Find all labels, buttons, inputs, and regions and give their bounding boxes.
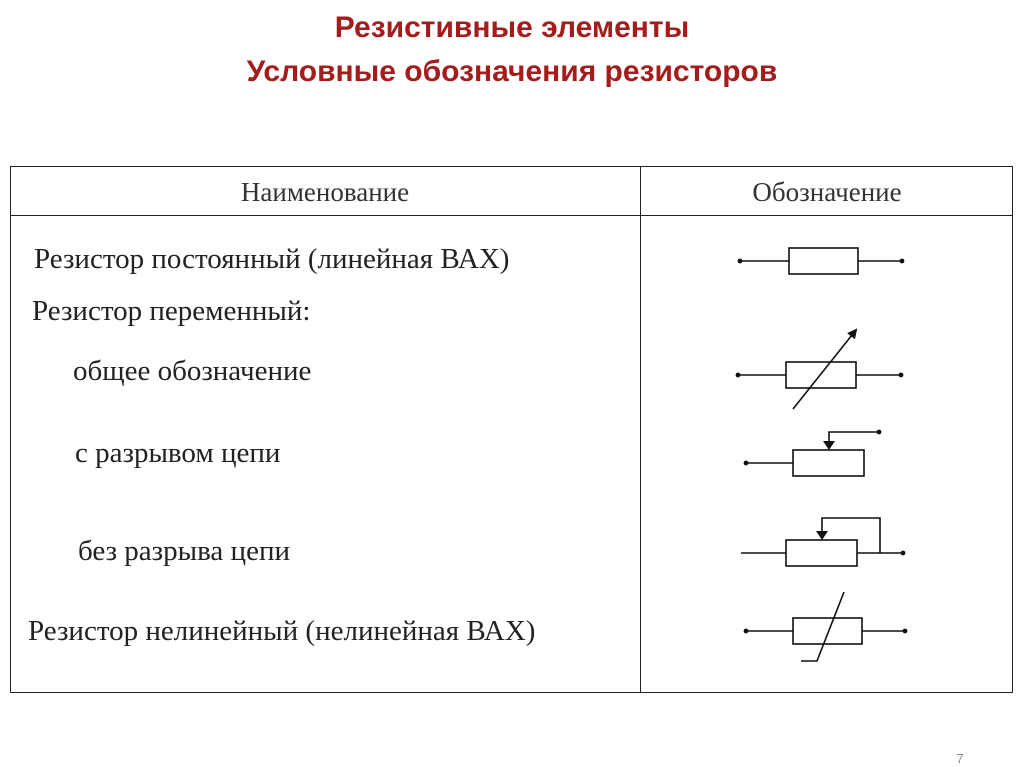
fixed-resistor-icon [738, 248, 905, 274]
row-label-variable-general: общее обозначение [73, 355, 312, 387]
page-number: 7 [956, 751, 964, 766]
row-label-nonlinear-resistor: Резистор нелинейный (нелинейная ВАХ) [28, 615, 536, 647]
column-header-symbol: Обозначение [752, 177, 902, 207]
title-line-2: Условные обозначения резисторов [246, 55, 778, 88]
variable-resistor-arrow-icon [736, 330, 904, 409]
potentiometer-closed-circuit-icon [741, 518, 905, 566]
nonlinear-resistor-icon [744, 592, 908, 661]
row-label-closed-circuit: без разрыва цепи [78, 535, 290, 567]
potentiometer-open-circuit-icon [744, 430, 882, 476]
row-label-variable-resistor: Резистор переменный: [32, 295, 311, 327]
title-line-1: Резистивные элементы [334, 11, 690, 44]
row-label-fixed-resistor: Резистор постоянный (линейная ВАХ) [34, 243, 510, 275]
column-header-name: Наименование [240, 177, 410, 207]
row-label-open-circuit: с разрывом цепи [75, 437, 281, 469]
